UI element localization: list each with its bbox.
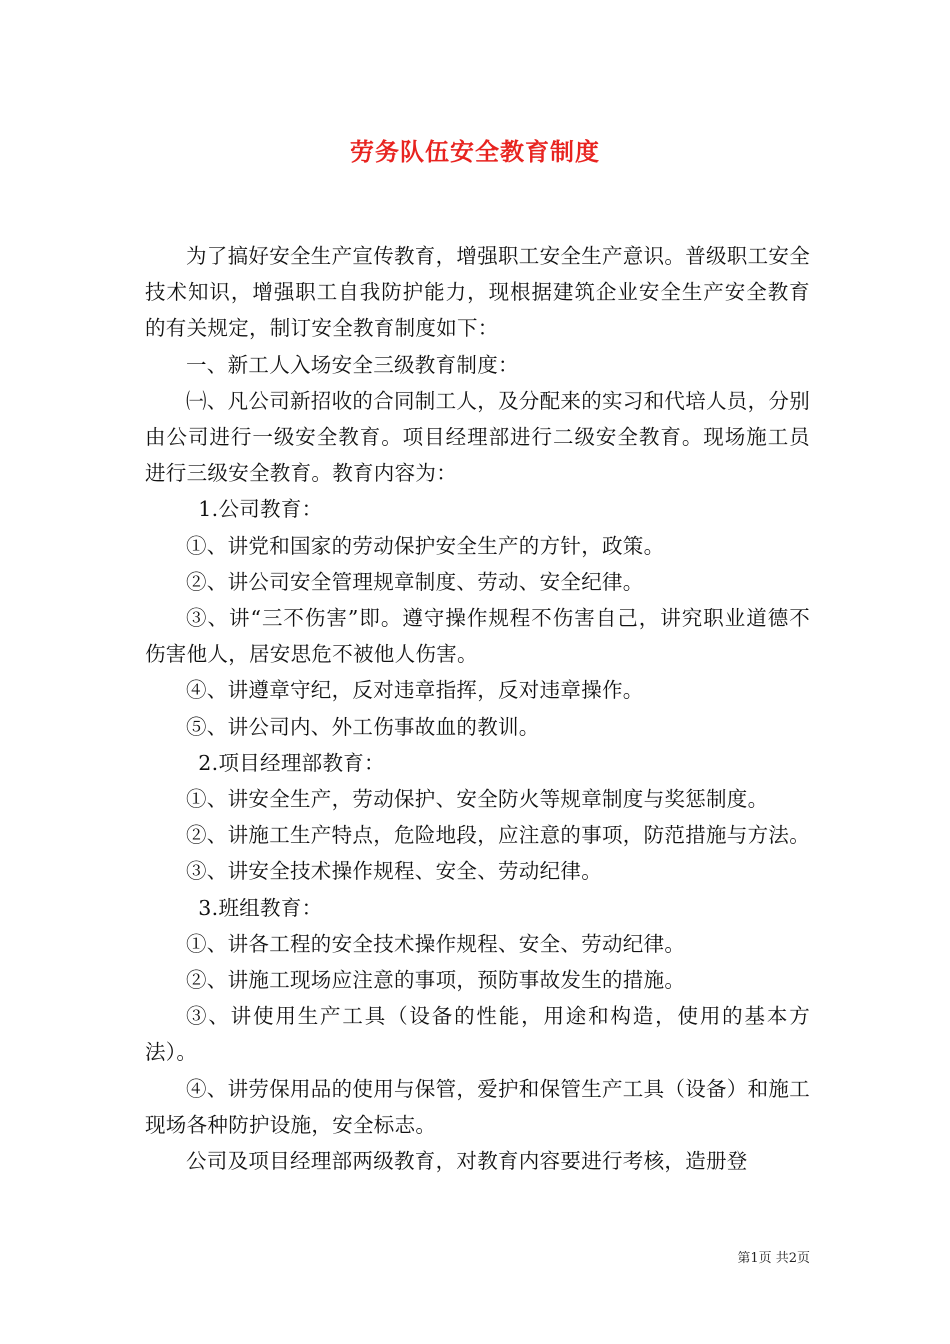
list-item: ②、讲施工现场应注意的事项，预防事故发生的措施。 <box>186 968 686 993</box>
subsection-heading: 1.公司教育： <box>198 497 323 522</box>
paragraph: 公司及项目经理部两级教育，对教育内容要进行考核，造册登 <box>186 1149 748 1174</box>
list-item: ④、讲遵章守纪，反对违章指挥，反对违章操作。 <box>186 678 644 703</box>
list-item: ③、讲安全技术操作规程、安全、劳动纪律。 <box>186 859 602 884</box>
list-item: ⑤、讲公司内、外工伤事故血的教训。 <box>186 714 540 739</box>
paragraph: ㈠、凡公司新招收的合同制工人，及分配来的实习和代培人员，分别由公司进行一级安全教育。项目经理部进行二级安全教育。现场施工员进行三级安全教育。教育内容为： <box>145 388 810 486</box>
document-title: 劳务队伍安全教育制度 <box>350 137 600 166</box>
list-item: ①、讲党和国家的劳动保护安全生产的方针，政策。 <box>186 533 665 558</box>
subsection-heading: 3.班组教育： <box>198 895 323 920</box>
section-heading: 一、新工人入场安全三级教育制度： <box>186 352 519 377</box>
page-number: 第1页 共2页 <box>737 1251 810 1266</box>
list-item: ②、讲施工生产特点，危险地段，应注意的事项，防范措施与方法。 <box>186 823 810 848</box>
document-body <box>145 238 810 1179</box>
list-item: ③、讲使用生产工具（设备的性能，用途和构造，使用的基本方法）。 <box>145 1004 810 1065</box>
list-item: ①、讲各工程的安全技术操作规程、安全、劳动纪律。 <box>186 931 686 956</box>
subsection-heading: 2.项目经理部教育： <box>198 750 385 775</box>
paragraph-intro: 为了搞好安全生产宣传教育，增强职工安全生产意识。普级职工安全技术知识，增强职工自我防护能力，现根据建筑企业安全生产安全教育的有关规定，制订安全教育制度如下： <box>145 244 810 341</box>
list-item: ③、讲“三不伤害”即。遵守操作规程不伤害自己，讲究职业道德不伤害他人，居安思危不被他人伤害。 <box>145 606 810 667</box>
list-item: ④、讲劳保用品的使用与保管，爱护和保管生产工具（设备）和施工现场各种防护设施，安全标志。 <box>145 1076 810 1137</box>
list-item: ①、讲安全生产，劳动保护、安全防火等规章制度与奖惩制度。 <box>186 787 769 812</box>
list-item: ②、讲公司安全管理规章制度、劳动、安全纪律。 <box>186 569 644 594</box>
